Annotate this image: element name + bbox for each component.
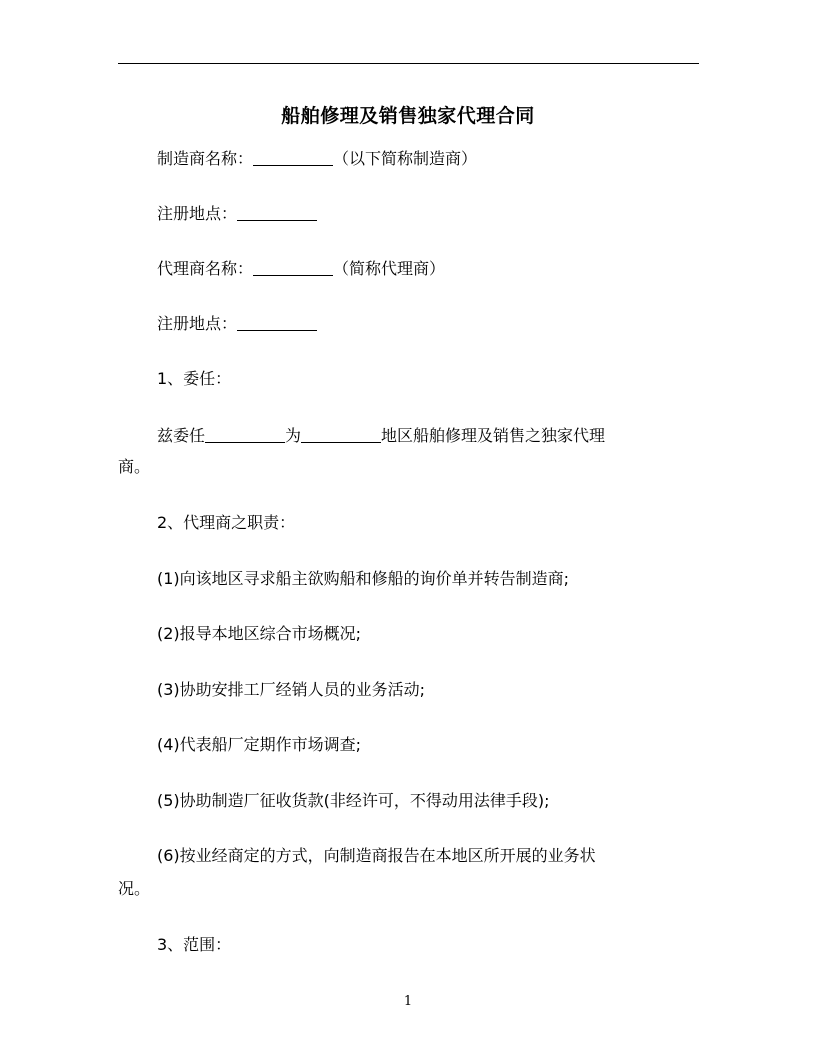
manufacturer-address-line: 注册地点： <box>118 198 739 230</box>
document-title: 船舶修理及销售独家代理合同 <box>281 105 535 127</box>
blank-field <box>237 202 317 221</box>
blank-field <box>301 424 381 443</box>
page-number: 1 <box>403 994 413 1009</box>
duty-item-2: (2)报导本地区综合市场概况; <box>157 624 362 643</box>
blank-field <box>205 424 285 443</box>
section-heading-scope: 3、范围： <box>157 935 232 954</box>
duty-item-1: (1)向该地区寻求船主欲购船和修船的询价单并转告制造商; <box>157 569 570 588</box>
blank-field <box>237 312 317 331</box>
duty-item-5: (5)协助制造厂征收货款(非经许可，不得动用法律手段); <box>157 791 550 810</box>
duty-item-3: (3)协助安排工厂经销人员的业务活动; <box>157 680 426 699</box>
manufacturer-name-line: 制造商名称： （以下简称制造商） <box>157 149 478 168</box>
duty-item-4: (4)代表船厂定期作市场调查; <box>157 735 362 754</box>
header-rule <box>118 63 699 64</box>
agent-name-line: 代理商名称： （简称代理商） <box>157 259 446 278</box>
duty-item-6: (6)按业经商定的方式，向制造商报告在本地区所开展的业务状 <box>157 846 596 865</box>
duty-item-6-continuation: 况。 <box>118 879 151 898</box>
blank-field <box>253 257 333 276</box>
appointment-clause: 兹委任 为 地区船舶修理及销售之独家代理 <box>157 426 606 445</box>
blank-field <box>253 147 333 166</box>
section-heading-duties: 2、代理商之职责： <box>157 513 296 532</box>
appointment-clause-continuation: 商。 <box>118 457 151 476</box>
section-heading-appointment: 1、委任： <box>157 369 232 388</box>
agent-address-line: 注册地点： <box>118 308 739 340</box>
